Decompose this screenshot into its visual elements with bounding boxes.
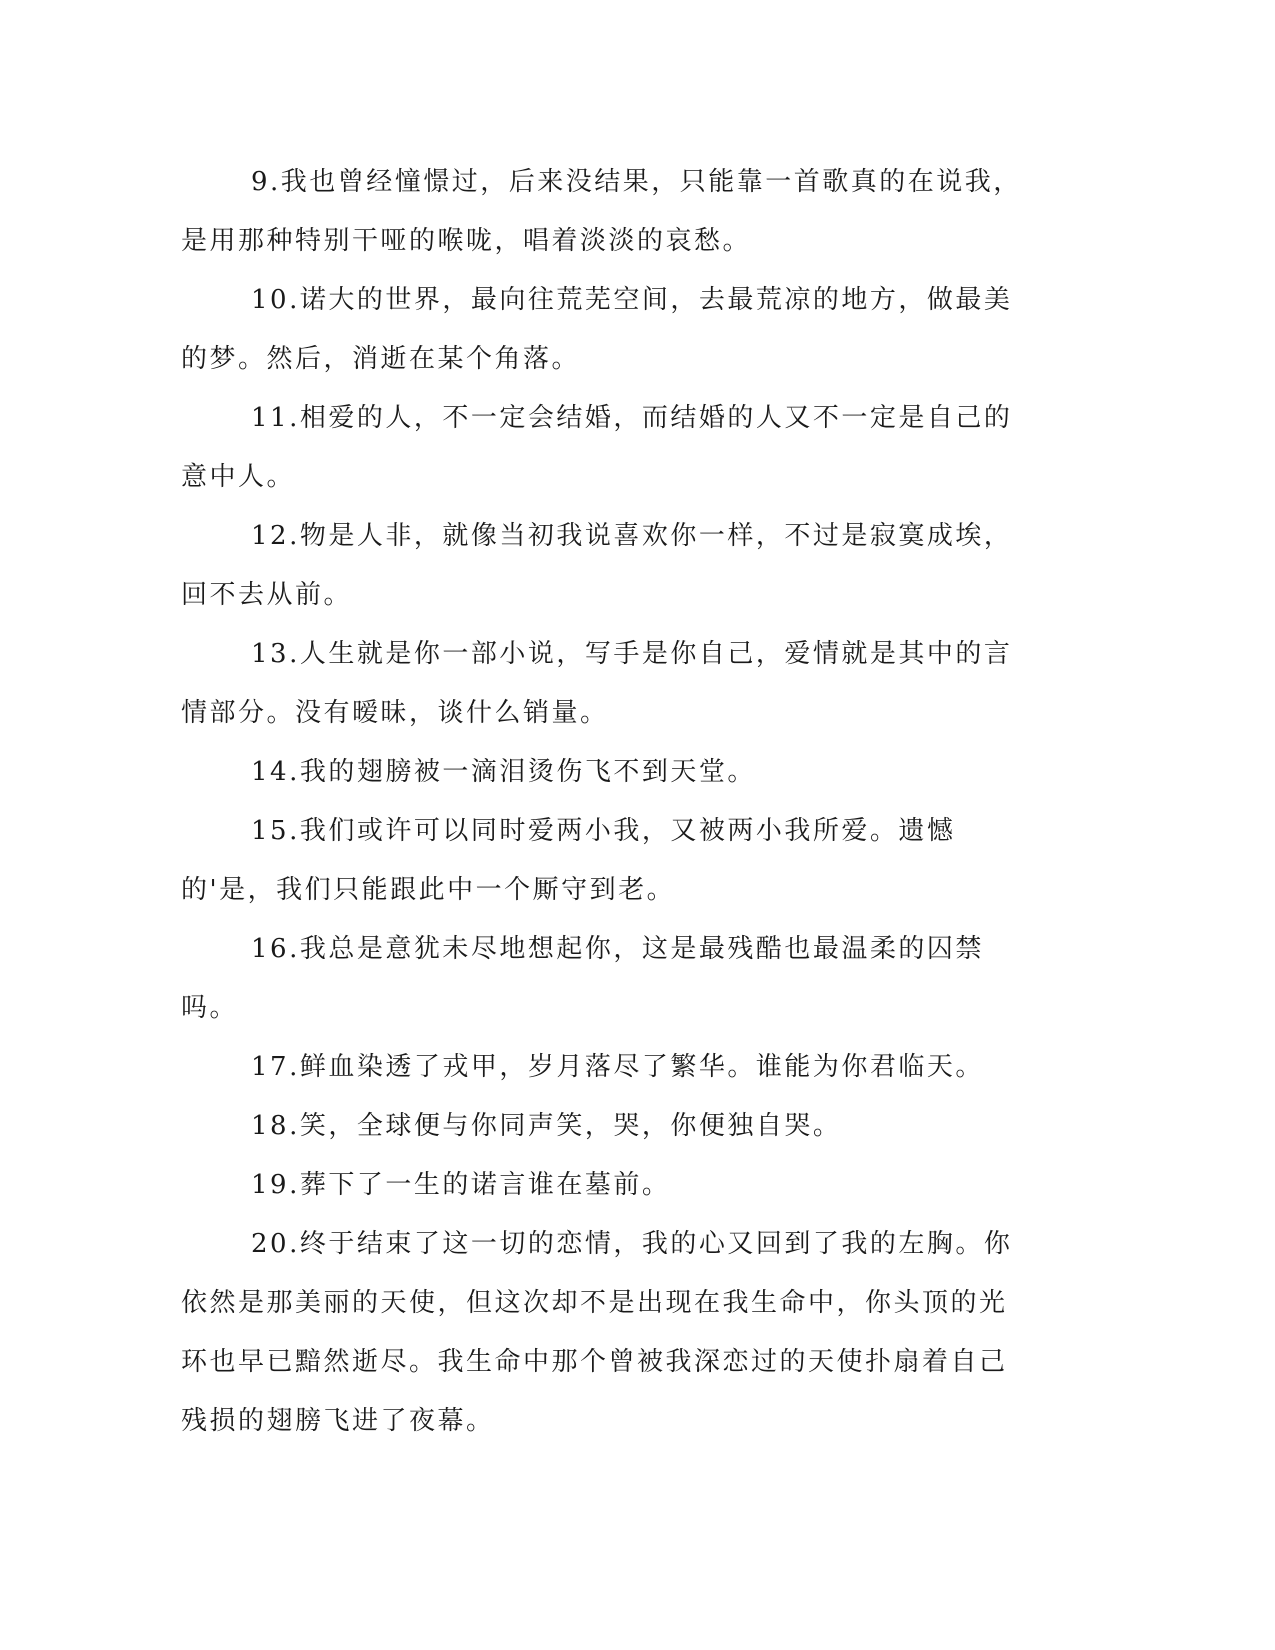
paragraph-9: 9.我也曾经憧憬过，后来没结果，只能靠一首歌真的在说我，是用那种特别干哑的喉咙，唱着淡淡的哀愁。 (181, 167, 1022, 256)
paragraph-11: 11.相爱的人，不一定会结婚，而结婚的人又不一定是自己的意中人。 (181, 403, 1013, 492)
paragraph-10: 10.诺大的世界，最向往荒芜空间，去最荒凉的地方，做最美的梦。然后，消逝在某个角落。 (181, 285, 1013, 374)
paragraph-16: 16.我总是意犹未尽地想起你，这是最残酷也最温柔的囚禁吗。 (181, 934, 984, 1023)
paragraph-12: 12.物是人非，就像当初我说喜欢你一样，不过是寂寞成埃，回不去从前。 (181, 521, 1013, 610)
paragraph-20: 20.终于结束了这一切的恋情，我的心又回到了我的左胸。你依然是那美丽的天使，但这次却不是出现在我生命中，你头顶的光环也早已黯然逝尽。我生命中那个曾被我深恋过的天使扑扇着自己残损的翅膀飞进了夜幕。 (181, 1229, 1013, 1436)
paragraph-13: 13.人生就是你一部小说，写手是你自己，爱情就是其中的言情部分。没有暧昧，谈什么销量。 (181, 639, 1013, 728)
paragraph-14: 14.我的翅膀被一滴泪烫伤飞不到天堂。 (251, 757, 756, 787)
document-body (181, 153, 1033, 1451)
paragraph-18: 18.笑，全球便与你同声笑，哭，你便独自哭。 (251, 1111, 842, 1141)
paragraph-17: 17.鲜血染透了戎甲，岁月落尽了繁华。谁能为你君临天。 (251, 1052, 984, 1082)
paragraph-19: 19.葬下了一生的诺言谁在墓前。 (251, 1170, 671, 1200)
paragraph-15: 15.我们或许可以同时爱两小我，又被两小我所爱。遗憾的'是，我们只能跟此中一个厮守到老。 (181, 816, 956, 905)
